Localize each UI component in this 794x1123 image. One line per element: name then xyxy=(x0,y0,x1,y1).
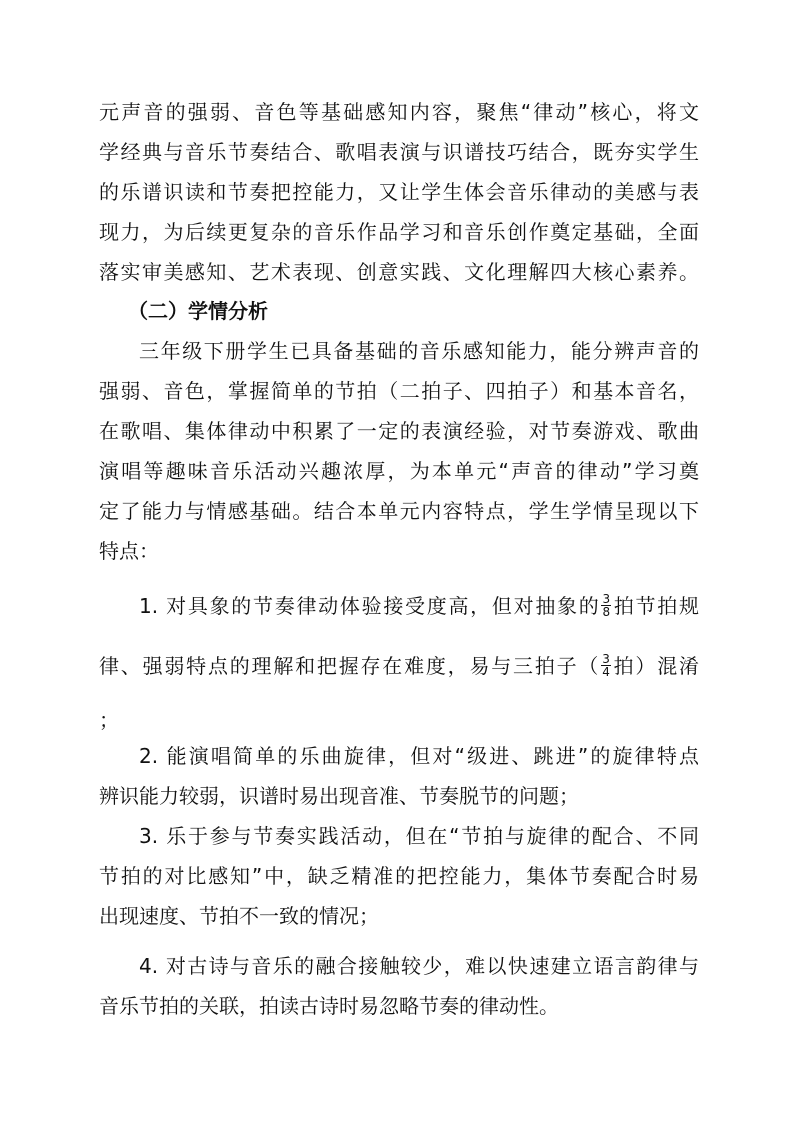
text-segment: 1. 对具象的节奏律动体验接受度高，但对抽象的 xyxy=(139,594,601,618)
fraction-numerator: 3 xyxy=(602,652,610,666)
paragraph-line: 出现速度、节拍不一致的情况； xyxy=(99,904,379,928)
section-heading: （二）学情分析 xyxy=(128,299,268,323)
paragraph-line: 2. 能演唱简单的乐曲旋律，但对“级进、跳进”的旋律特点 xyxy=(139,744,699,768)
fraction-numerator: 3 xyxy=(602,592,611,606)
fraction-denominator: 8 xyxy=(602,605,611,619)
fraction-three-quarters xyxy=(601,653,611,678)
paragraph-line: 三年级下册学生已具备基础的音乐感知能力，能分辨声音的 xyxy=(139,339,699,363)
text-segment: 拍节拍规 xyxy=(612,594,699,618)
paragraph-line xyxy=(139,592,699,620)
paragraph-line: ； xyxy=(99,708,119,732)
fraction-three-eighths xyxy=(601,593,611,618)
paragraph-line: 学经典与音乐节奏结合、歌唱表演与识谱技巧结合，既夯实学生 xyxy=(99,140,699,164)
paragraph-line: 强弱、音色，掌握简单的节拍（二拍子、四拍子）和基本音名， xyxy=(99,379,699,403)
paragraph-line: 落实审美感知、艺术表现、创意实践、文化理解四大核心素养。 xyxy=(99,260,699,284)
paragraph-line: 特点： xyxy=(99,539,159,563)
paragraph-line: 辨识能力较弱，识谱时易出现音准、节奏脱节的问题； xyxy=(99,784,579,808)
paragraph-line: 在歌唱、集体律动中积累了一定的表演经验，对节奏游戏、歌曲 xyxy=(99,419,699,443)
fraction-denominator: 4 xyxy=(602,665,610,679)
paragraph-line: 4. 对古诗与音乐的融合接触较少，难以快速建立语言韵律与 xyxy=(139,954,699,978)
paragraph-line: 的乐谱识读和节奏把控能力，又让学生体会音乐律动的美感与表 xyxy=(99,180,699,204)
paragraph-line xyxy=(99,652,699,680)
paragraph-line: 3. 乐于参与节奏实践活动，但在“节拍与旋律的配合、不同 xyxy=(139,824,699,848)
paragraph-line: 定了能力与情感基础。结合本单元内容特点，学生学情呈现以下 xyxy=(99,499,699,523)
paragraph-line: 音乐节拍的关联，拍读古诗时易忽略节奏的律动性。 xyxy=(99,994,559,1018)
paragraph-line: 元声音的强弱、音色等基础感知内容，聚焦“律动”核心，将文 xyxy=(99,100,699,124)
paragraph-line: 现力，为后续更复杂的音乐作品学习和音乐创作奠定基础，全面 xyxy=(99,220,699,244)
paragraph-line: 演唱等趣味音乐活动兴趣浓厚，为本单元“声音的律动”学习奠 xyxy=(99,459,699,483)
paragraph-line: 节拍的对比感知”中，缺乏精准的把控能力，集体节奏配合时易 xyxy=(99,864,699,888)
text-segment: 律、强弱特点的理解和把握存在难度，易与三拍子（ xyxy=(99,654,601,678)
text-segment: 拍）混淆 xyxy=(611,654,700,678)
